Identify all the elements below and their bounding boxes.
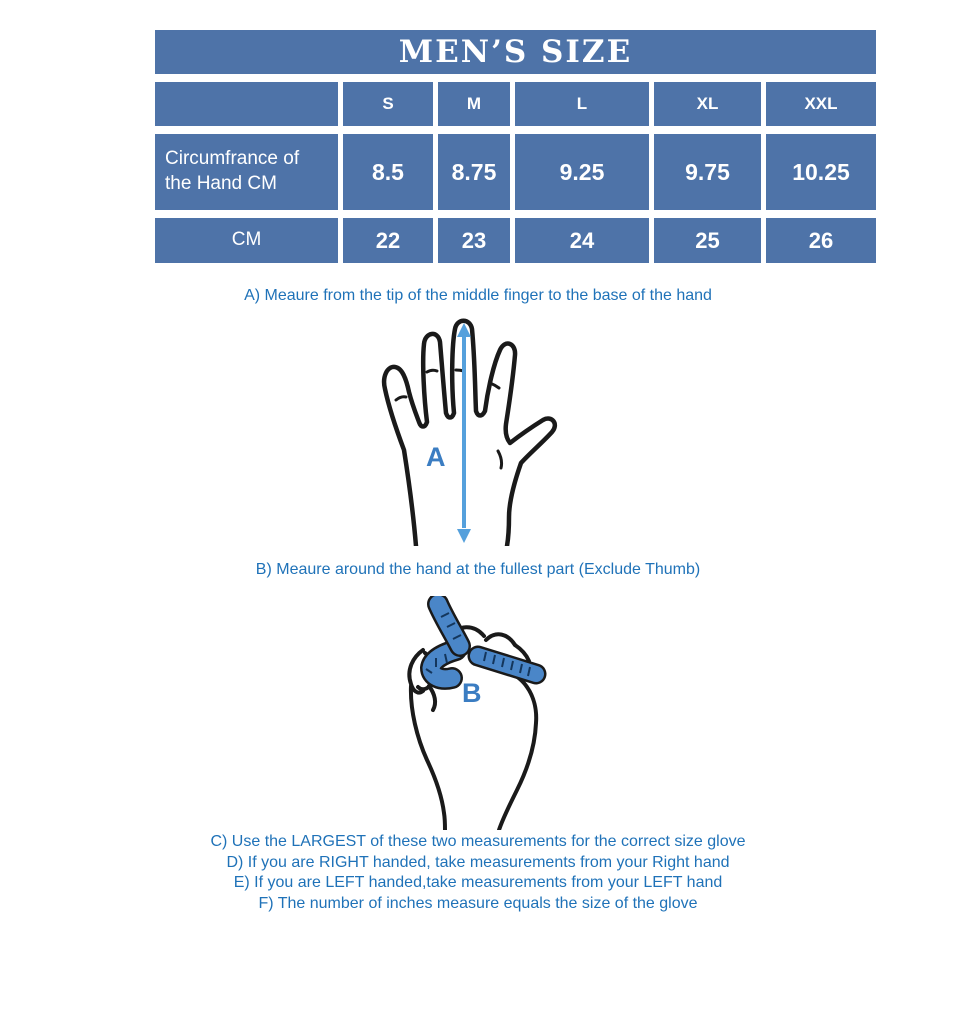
row-label-cm: CM [155,218,338,263]
instruction-d: D) If you are RIGHT handed, take measurements from your Right hand [226,853,730,871]
circumference-xxl: 10.25 [766,134,876,210]
measuring-tape [426,604,536,679]
cm-xxl: 26 [766,218,876,263]
cm-l: 24 [515,218,649,263]
col-header-m: M [438,82,510,126]
fist-illustration [398,596,548,830]
cm-s: 22 [343,218,433,263]
col-header-blank [155,82,338,126]
instruction-f: F) The number of inches measure equals the size of the glove [258,894,698,912]
circumference-xl: 9.75 [654,134,761,210]
table-title: MEN’S SIZE [155,30,876,74]
col-header-s: S [343,82,433,126]
mens-size-table [155,30,877,263]
open-hand-illustration [378,316,558,546]
instruction-a: A) Meaure from the tip of the middle finger to the base of the hand [244,287,712,304]
instruction-c: C) Use the LARGEST of these two measurements for the correct size glove [210,833,746,850]
cm-xl: 25 [654,218,761,263]
col-header-xxl: XXL [766,82,876,126]
instructions-c-f [0,832,956,914]
circumference-m: 8.75 [438,134,510,210]
hand-outline [384,321,555,546]
diagram-label-a: A [426,442,446,472]
circumference-s: 8.5 [343,134,433,210]
row-label-circumference: Circumfrance of the Hand CM [155,134,338,210]
instruction-b: B) Meaure around the hand at the fullest part (Exclude Thumb) [255,561,701,578]
col-header-l: L [515,82,649,126]
instruction-e: E) If you are LEFT handed,take measurements from your LEFT hand [233,874,723,891]
diagram-label-b: B [462,678,482,708]
circumference-l: 9.25 [515,134,649,210]
col-header-xl: XL [654,82,761,126]
cm-m: 23 [438,218,510,263]
